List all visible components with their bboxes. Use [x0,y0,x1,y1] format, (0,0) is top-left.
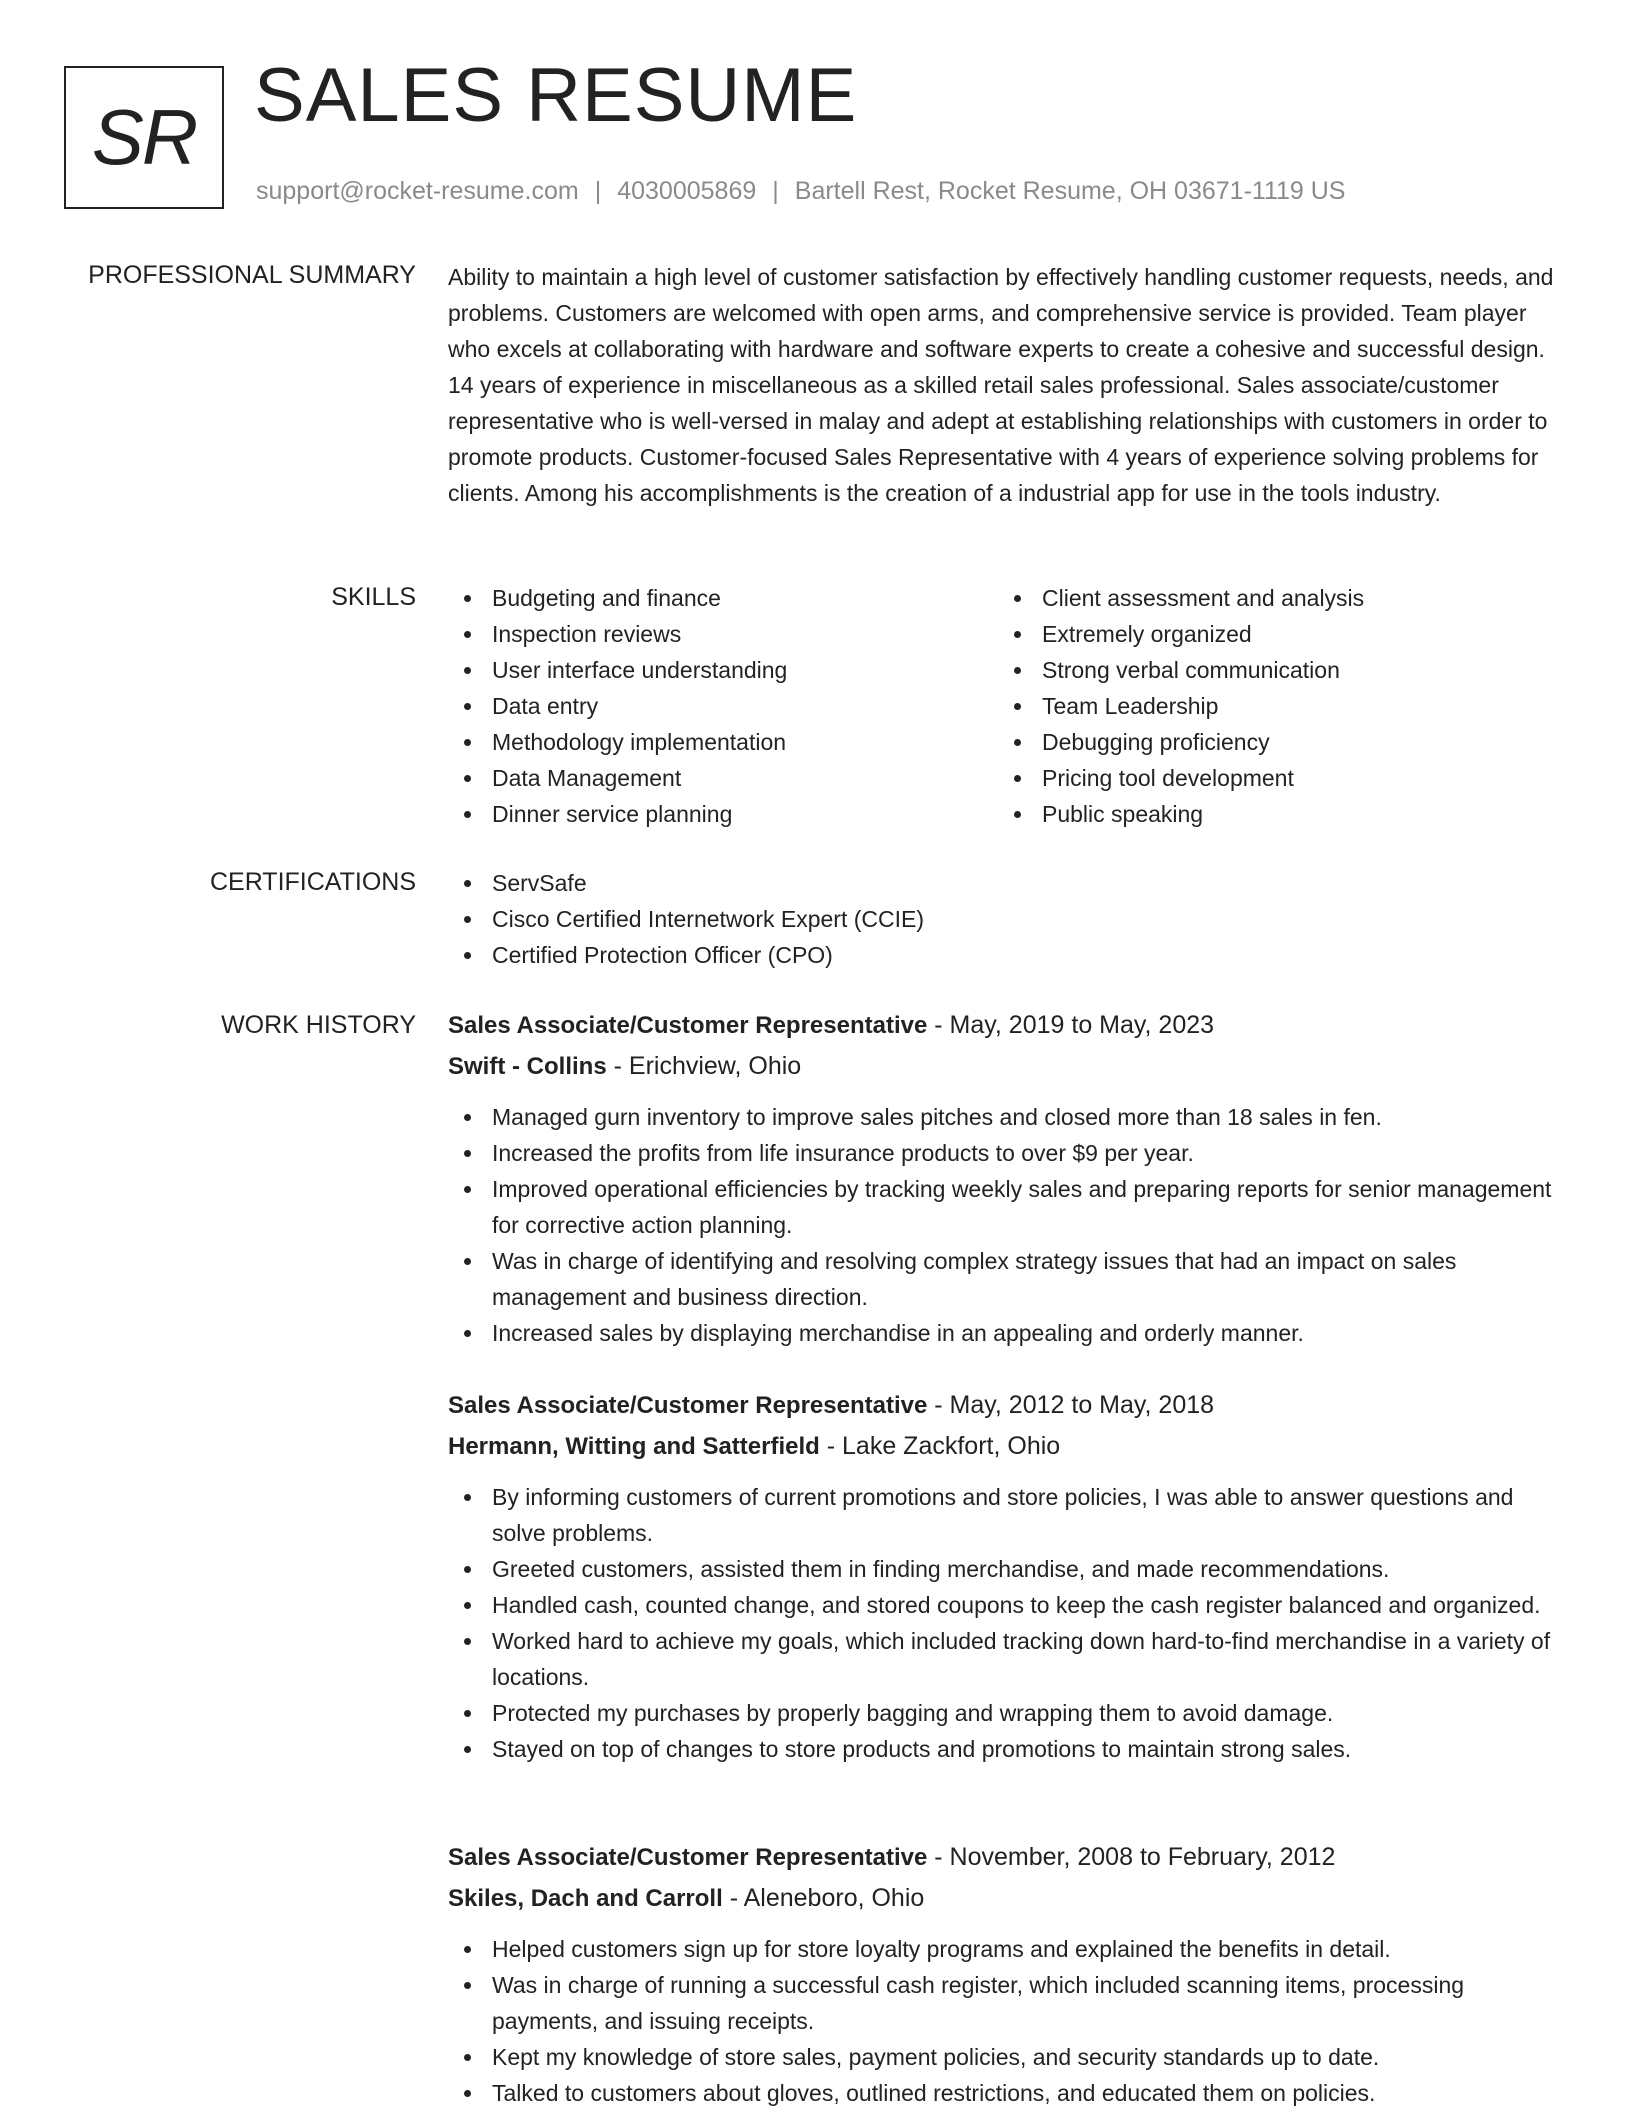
certifications-heading: CERTIFICATIONS [209,868,416,896]
skill-item: Data Management [448,760,998,796]
job-title: Sales Associate/Customer Representative [448,1392,928,1419]
job-duty: Increased the profits from life insurance products to over $9 per year. [448,1135,1560,1171]
job-duty: Increased sales by displaying merchandise in an appealing and orderly manner. [448,1315,1560,1351]
skill-item: Client assessment and analysis [998,580,1548,616]
job-title: Sales Associate/Customer Representative [448,1844,928,1871]
job-duty: Kept my knowledge of store sales, payment policies, and security standards up to date. [448,2039,1560,2075]
skill-item: Methodology implementation [448,724,998,760]
job-entry [448,1005,1560,1351]
job-duties [448,1931,1560,2111]
skill-item: Public speaking [998,796,1548,832]
skills-list [448,580,1560,832]
skill-item: User interface understanding [448,652,998,688]
resume-name: SALES RESUME [254,53,858,138]
job-company: Skiles, Dach and Carroll [448,1885,723,1912]
monogram-logo: SR [64,66,224,209]
summary-heading: PROFESSIONAL SUMMARY [88,261,416,289]
job-company: Swift - Collins [448,1053,607,1080]
certification-item: Certified Protection Officer (CPO) [448,937,1560,973]
job-dates: - May, 2019 to May, 2023 [927,1011,1215,1039]
job-title: Sales Associate/Customer Representative [448,1012,928,1039]
skill-item: Dinner service planning [448,796,998,832]
contact-separator: | [594,177,602,205]
certification-item: ServSafe [448,865,1560,901]
job-duties [448,1479,1560,1767]
job-title-line [448,1837,1560,1878]
skills-column-right [998,580,1548,832]
job-dates: - May, 2012 to May, 2018 [927,1391,1215,1419]
job-location: - Lake Zackfort, Ohio [819,1432,1061,1460]
skill-item: Inspection reviews [448,616,998,652]
job-duties [448,1099,1560,1351]
job-duty: Helped customers sign up for store loyalty programs and explained the benefits in detail. [448,1931,1560,1967]
job-title-line [448,1005,1560,1046]
skill-item: Team Leadership [998,688,1548,724]
summary-text: Ability to maintain a high level of customer satisfaction by effectively handling customer requests, needs, and problems. Customers are welcomed with open arms, and comprehensive service is provided. Team player who excels at collaborating with hardware and software experts to create a cohesive and successful design. 14 years of experience in miscellaneous as a skilled retail sales professional. Sales associate/customer representative who is well-versed in malay and adept at establishing relationships with customers in order to promote products. Customer-focused Sales Representative with 4 years of experience solving problems for clients. Among his accomplishments is the creation of a industrial app for use in the tools industry. [448,264,1554,506]
skill-item: Data entry [448,688,998,724]
skill-item: Debugging proficiency [998,724,1548,760]
job-duty: Was in charge of running a successful cash register, which included scanning items, processing payments, and issuing receipts. [448,1967,1560,2039]
skills-column-left [448,580,998,832]
skill-item: Extremely organized [998,616,1548,652]
skill-item: Budgeting and finance [448,580,998,616]
skill-item: Strong verbal communication [998,652,1548,688]
skills-heading: SKILLS [331,583,416,611]
job-company-line [448,1426,1560,1467]
job-location: - Aleneboro, Ohio [722,1884,925,1912]
contact-phone: 4030005869 [617,177,757,205]
job-duty: By informing customers of current promotions and store policies, I was able to answer questions and solve problems. [448,1479,1560,1551]
job-duty: Handled cash, counted change, and stored coupons to keep the cash register balanced and organized. [448,1587,1560,1623]
job-company-line [448,1046,1560,1087]
contact-separator: | [772,177,779,205]
work-history-heading: WORK HISTORY [221,1011,416,1039]
job-location: - Erichview, Ohio [606,1052,802,1080]
job-duty: Worked hard to achieve my goals, which included tracking down hard-to-find merchandise in a variety of locations. [448,1623,1560,1695]
contact-line [256,176,1345,206]
job-duty: Was in charge of identifying and resolving complex strategy issues that had an impact on sales management and business direction. [448,1243,1560,1315]
job-company: Hermann, Witting and Satterfield [448,1433,820,1460]
job-company-line [448,1878,1560,1919]
job-duty: Greeted customers, assisted them in finding merchandise, and made recommendations. [448,1551,1560,1587]
job-title-line [448,1385,1560,1426]
job-dates: - November, 2008 to February, 2012 [927,1843,1336,1871]
job-duty: Improved operational efficiencies by tracking weekly sales and preparing reports for senior management for corrective action planning. [448,1171,1560,1243]
certification-item: Cisco Certified Internetwork Expert (CCIE) [448,901,1560,937]
skill-item: Pricing tool development [998,760,1548,796]
job-duty: Stayed on top of changes to store products and promotions to maintain strong sales. [448,1731,1560,1767]
certifications-list [448,865,1560,973]
contact-email: support@rocket-resume.com [256,177,579,205]
job-duty: Talked to customers about gloves, outlined restrictions, and educated them on policies. [448,2075,1560,2111]
job-duty: Managed gurn inventory to improve sales pitches and closed more than 18 sales in fen. [448,1099,1560,1135]
job-entry [448,1385,1560,1767]
contact-address: Bartell Rest, Rocket Resume, OH 03671-1119 US [794,177,1346,205]
job-duty: Protected my purchases by properly bagging and wrapping them to avoid damage. [448,1695,1560,1731]
job-entry [448,1837,1560,2111]
